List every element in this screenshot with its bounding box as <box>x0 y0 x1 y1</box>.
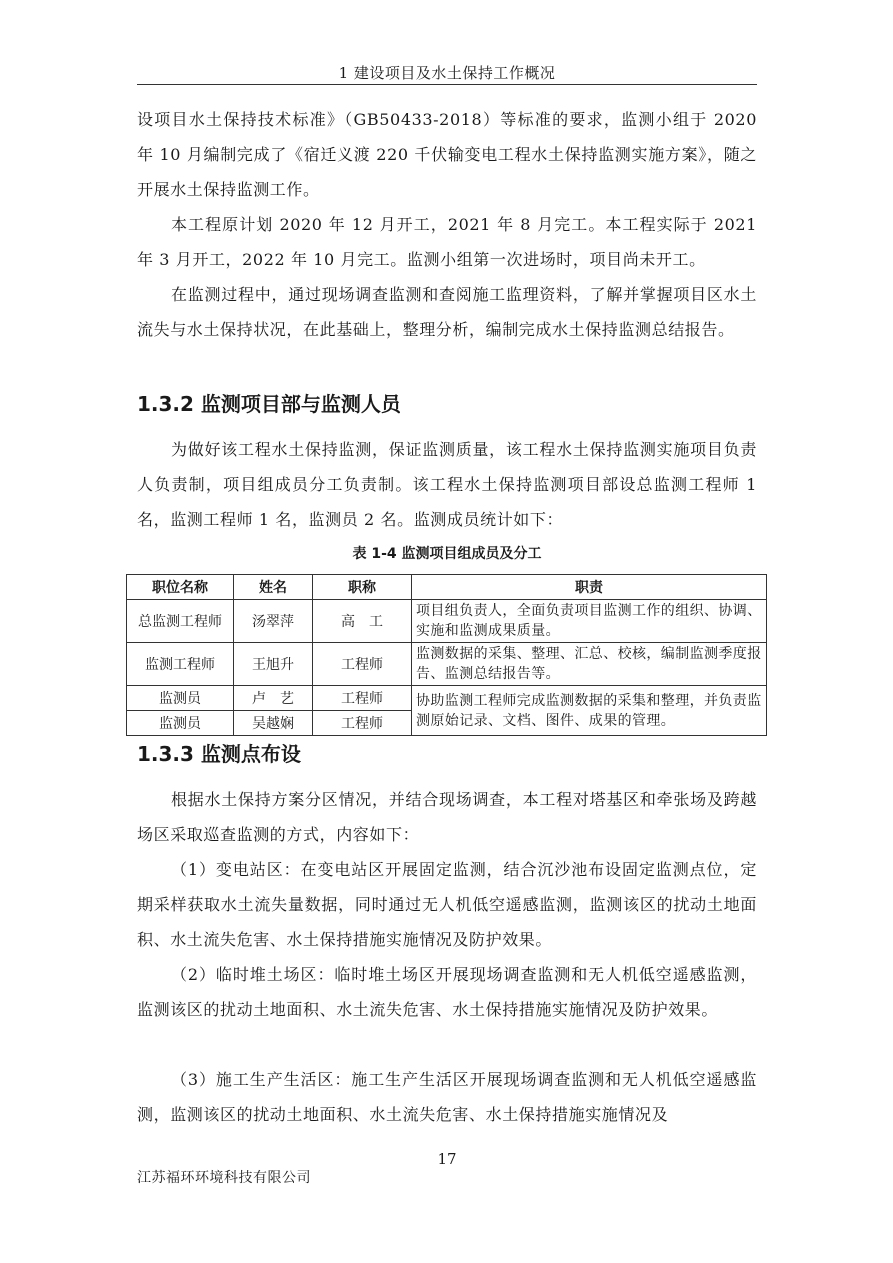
cell-position: 监测工程师 <box>127 643 234 686</box>
table-row <box>127 643 767 686</box>
cell-name: 王旭升 <box>234 643 313 686</box>
footer-company-name: 江苏福环环境科技有限公司 <box>137 1170 311 1186</box>
cell-title: 高 工 <box>313 600 412 643</box>
table-row <box>127 686 767 711</box>
cell-name: 汤翠萍 <box>234 600 313 643</box>
column-header: 职称 <box>313 575 412 600</box>
header-divider <box>137 84 757 85</box>
paragraph-substation-zone: （1）变电站区：在变电站区开展固定监测，结合沉沙池布设固定监测点位，定期采样获取水土流失量数据，同时通过无人机低空遥感监测，监测该区的扰动土地面积、水土流失危害、水土保持措施实施情况及防护效果。 <box>137 860 757 949</box>
section-heading-1-3-2: 1.3.2 监测项目部与监测人员 <box>137 392 401 416</box>
paragraph-team: 为做好该工程水土保持监测，保证监测质量，该工程水土保持监测实施项目负责人负责制，项目组成员分工负责制。该工程水土保持监测项目部设总监测工程师 1 名，监测工程师 1 名，监测员 2 名。监测成员统计如下： <box>137 440 757 529</box>
cell-title: 工程师 <box>313 643 412 686</box>
staff-table <box>126 574 767 736</box>
paragraph-standards: 设项目水土保持技术标准》（GB50433-2018）等标准的要求，监测小组于 2020 年 10 月编制完成了《宿迁义渡 220 千伏输变电工程水土保持监测实施方案》，随之开展水土保持监测工作。 <box>137 110 757 199</box>
section-heading-1-3-3: 1.3.3 监测点布设 <box>137 742 301 766</box>
paragraph-construction-zone: （3）施工生产生活区：施工生产生活区开展现场调查监测和无人机低空遥感监测，监测该区的扰动土地面积、水土流失危害、水土保持措施实施情况及 <box>137 1070 757 1124</box>
cell-duty: 监测数据的采集、整理、汇总、校核，编制监测季度报告、监测总结报告等。 <box>412 643 767 686</box>
column-header: 职位名称 <box>127 575 234 600</box>
paragraph-stockpile-zone: （2）临时堆土场区：临时堆土场区开展现场调查监测和无人机低空遥感监测，监测该区的扰动土地面积、水土流失危害、水土保持措施实施情况及防护效果。 <box>137 965 757 1019</box>
cell-position: 监测员 <box>127 686 234 711</box>
table-row <box>127 600 767 643</box>
cell-position: 总监测工程师 <box>127 600 234 643</box>
cell-name: 卢 艺 <box>234 686 313 711</box>
table-caption: 表 1-4 监测项目组成员及分工 <box>352 546 542 562</box>
table-header-row <box>127 575 767 600</box>
paragraph-zoning: 根据水土保持方案分区情况，并结合现场调查，本工程对塔基区和牵张场及跨越场区采取巡查监测的方式，内容如下： <box>137 790 757 844</box>
paragraph-process: 在监测过程中，通过现场调查监测和查阅施工监理资料，了解并掌握项目区水土流失与水土保持状况，在此基础上，整理分析，编制完成水土保持监测总结报告。 <box>137 285 757 339</box>
cell-duty: 项目组负责人，全面负责项目监测工作的组织、协调、实施和监测成果质量。 <box>412 600 767 643</box>
cell-title: 工程师 <box>313 711 412 736</box>
cell-duty: 协助监测工程师完成监测数据的采集和整理，并负责监测原始记录、文档、图件、成果的管理。 <box>412 686 767 736</box>
column-header: 职责 <box>412 575 767 600</box>
cell-position: 监测员 <box>127 711 234 736</box>
paragraph-schedule: 本工程原计划 2020 年 12 月开工，2021 年 8 月完工。本工程实际于 2021 年 3 月开工，2022 年 10 月完工。监测小组第一次进场时，项目尚未开工。 <box>137 215 757 269</box>
page-number: 17 <box>437 1150 457 1168</box>
column-header: 姓名 <box>234 575 313 600</box>
cell-name: 吴越娴 <box>234 711 313 736</box>
cell-title: 工程师 <box>313 686 412 711</box>
running-header: 1 建设项目及水土保持工作概况 <box>338 64 556 82</box>
